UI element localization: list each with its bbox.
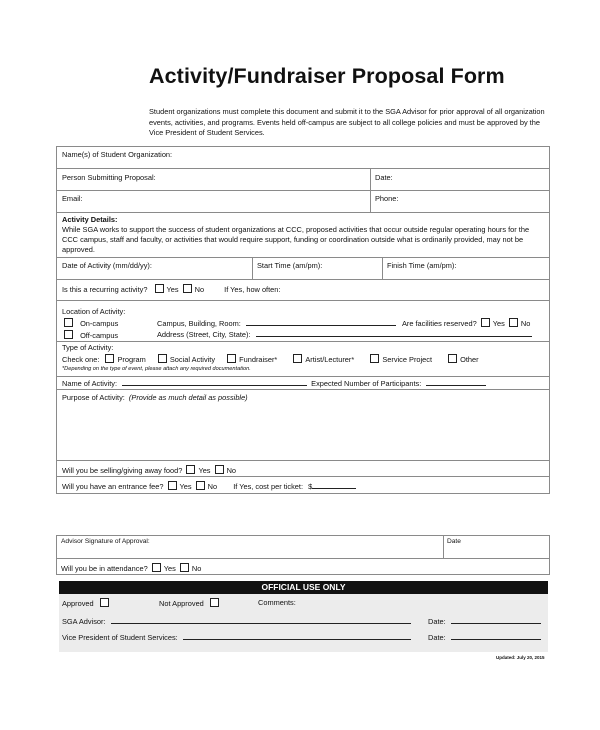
type-artist-label: Artist/Lecturer* — [305, 355, 355, 364]
location-heading: Location of Activity: — [62, 307, 126, 316]
sga-date-label: Date: — [428, 617, 446, 626]
intro-text: Student organizations must complete this document and submit it to the SGA Advisor for prior approval of all organization events, activities, and programs. Events held off-campus are subject to all college policies and must be approved by the Vice President of Student Services. — [149, 107, 545, 138]
type-social-label: Social Activity — [169, 355, 216, 364]
activity-type-row — [57, 342, 549, 377]
type-other-label: Other — [460, 355, 479, 364]
sga-date-line[interactable] — [451, 623, 541, 624]
advisor-date-label: Date — [447, 538, 461, 545]
official-use-section — [59, 594, 548, 652]
activity-type-heading: Type of Activity: — [62, 343, 114, 352]
advisor-date-field[interactable] — [443, 536, 549, 558]
on-campus-checkbox[interactable] — [64, 318, 73, 327]
cost-currency: $ — [308, 482, 313, 491]
fee-no-checkbox[interactable] — [196, 481, 205, 490]
recurring-label: Is this a recurring activity? — [62, 285, 148, 294]
attendance-yes-label: Yes — [163, 564, 176, 573]
submitter-field[interactable] — [57, 169, 370, 190]
attendance-row — [57, 559, 549, 574]
activity-details-row — [57, 213, 549, 258]
facilities-label: Are facilities reserved? — [401, 319, 477, 328]
purpose-label: Purpose of Activity: — [62, 393, 125, 402]
campus-building-label: Campus, Building, Room: — [157, 319, 241, 328]
type-service-checkbox[interactable] — [370, 354, 379, 363]
food-yes-checkbox[interactable] — [186, 465, 195, 474]
advisor-signature-field[interactable] — [57, 536, 443, 558]
participants-input[interactable] — [426, 385, 486, 386]
recurring-no-label: No — [194, 285, 205, 294]
attendance-yes-checkbox[interactable] — [152, 563, 161, 572]
type-service-label: Service Project — [382, 355, 433, 364]
attendance-no-checkbox[interactable] — [180, 563, 189, 572]
name-activity-label: Name of Activity: — [62, 379, 118, 388]
address-input[interactable] — [256, 336, 532, 337]
type-artist-checkbox[interactable] — [293, 354, 302, 363]
type-note: *Depending on the type of event, please attach any required documentation. — [62, 366, 251, 372]
email-field[interactable] — [57, 191, 370, 212]
purpose-hint: (Provide as much detail as possible) — [128, 393, 248, 402]
submitter-label: Person Submitting Proposal: — [62, 173, 156, 182]
vp-signature-line[interactable] — [183, 639, 411, 640]
phone-label: Phone: — [375, 194, 399, 203]
off-campus-checkbox[interactable] — [64, 330, 73, 339]
type-other-checkbox[interactable] — [448, 354, 457, 363]
recurring-no-checkbox[interactable] — [183, 284, 192, 293]
facilities-no-checkbox[interactable] — [509, 318, 518, 327]
off-campus-label: Off-campus — [80, 331, 119, 340]
date-field[interactable] — [370, 169, 549, 190]
cost-input[interactable] — [312, 488, 356, 489]
type-social-checkbox[interactable] — [158, 354, 167, 363]
entrance-fee-row — [57, 477, 549, 493]
food-yes-label: Yes — [198, 466, 211, 475]
approved-checkbox[interactable] — [100, 598, 109, 607]
date-activity-label: Date of Activity (mm/dd/yy): — [62, 261, 152, 270]
how-often-label: If Yes, how often: — [224, 285, 281, 294]
selling-food-label: Will you be selling/giving away food? — [62, 466, 183, 475]
comments-label: Comments: — [258, 598, 296, 607]
selling-food-row — [57, 461, 549, 477]
email-label: Email: — [62, 194, 83, 203]
participants-label: Expected Number of Participants: — [311, 379, 422, 388]
recurring-yes-checkbox[interactable] — [155, 284, 164, 293]
org-name-row[interactable] — [57, 147, 549, 169]
name-activity-row — [57, 377, 549, 390]
org-name-label: Name(s) of Student Organization: — [62, 150, 173, 159]
phone-field[interactable] — [370, 191, 549, 212]
sga-advisor-signature-line[interactable] — [111, 623, 411, 624]
type-program-label: Program — [117, 355, 146, 364]
location-row — [57, 301, 549, 342]
date-label: Date: — [375, 173, 393, 182]
facilities-no-label: No — [520, 319, 531, 328]
vp-date-line[interactable] — [451, 639, 541, 640]
attendance-no-label: No — [191, 564, 202, 573]
updated-date: Updated: July 20, 2015 — [496, 655, 545, 660]
type-fundraiser-checkbox[interactable] — [227, 354, 236, 363]
fee-yes-checkbox[interactable] — [168, 481, 177, 490]
check-one-label: Check one: — [62, 355, 100, 364]
cost-label: If Yes, cost per ticket: — [233, 482, 304, 491]
approved-label: Approved — [62, 599, 94, 608]
attendance-label: Will you be in attendance? — [61, 564, 148, 573]
type-fundraiser-label: Fundraiser* — [239, 355, 278, 364]
on-campus-label: On-campus — [80, 319, 119, 328]
not-approved-checkbox[interactable] — [210, 598, 219, 607]
advisor-section — [56, 535, 550, 575]
activity-details-heading: Activity Details: — [62, 215, 118, 224]
date-activity-field[interactable] — [57, 258, 252, 279]
address-label: Address (Street, City, State): — [157, 330, 251, 339]
fee-yes-label: Yes — [179, 482, 192, 491]
advisor-signature-label: Advisor Signature of Approval: — [61, 538, 150, 545]
finish-time-field[interactable] — [382, 258, 549, 279]
fee-no-label: No — [207, 482, 218, 491]
type-program-checkbox[interactable] — [105, 354, 114, 363]
sga-advisor-label: SGA Advisor: — [62, 617, 106, 626]
entrance-fee-label: Will you have an entrance fee? — [62, 482, 164, 491]
activity-details-text: While SGA works to support the success of student organizations at CCC, proposed activities that occur outside regular operating hours for the CCC campus, staff and faculty, or activities that would require support, funding or coordination outside what is ordinarily provided, may not be approved. — [62, 225, 530, 254]
start-time-field[interactable] — [252, 258, 382, 279]
food-no-checkbox[interactable] — [215, 465, 224, 474]
recurring-row — [57, 280, 549, 301]
name-activity-input[interactable] — [122, 385, 307, 386]
vp-label: Vice President of Student Services: — [62, 633, 178, 642]
proposal-form — [56, 146, 550, 494]
vp-date-label: Date: — [428, 633, 446, 642]
facilities-yes-checkbox[interactable] — [481, 318, 490, 327]
facilities-yes-label: Yes — [492, 319, 505, 328]
food-no-label: No — [226, 466, 237, 475]
not-approved-label: Not Approved — [159, 599, 204, 608]
recurring-yes-label: Yes — [166, 285, 179, 294]
campus-building-input[interactable] — [246, 325, 396, 326]
page-title: Activity/Fundraiser Proposal Form — [149, 64, 505, 88]
purpose-field[interactable] — [57, 390, 549, 461]
official-use-header: OFFICIAL USE ONLY — [59, 581, 548, 594]
finish-time-label: Finish Time (am/pm): — [387, 261, 457, 270]
start-time-label: Start Time (am/pm): — [257, 261, 323, 270]
